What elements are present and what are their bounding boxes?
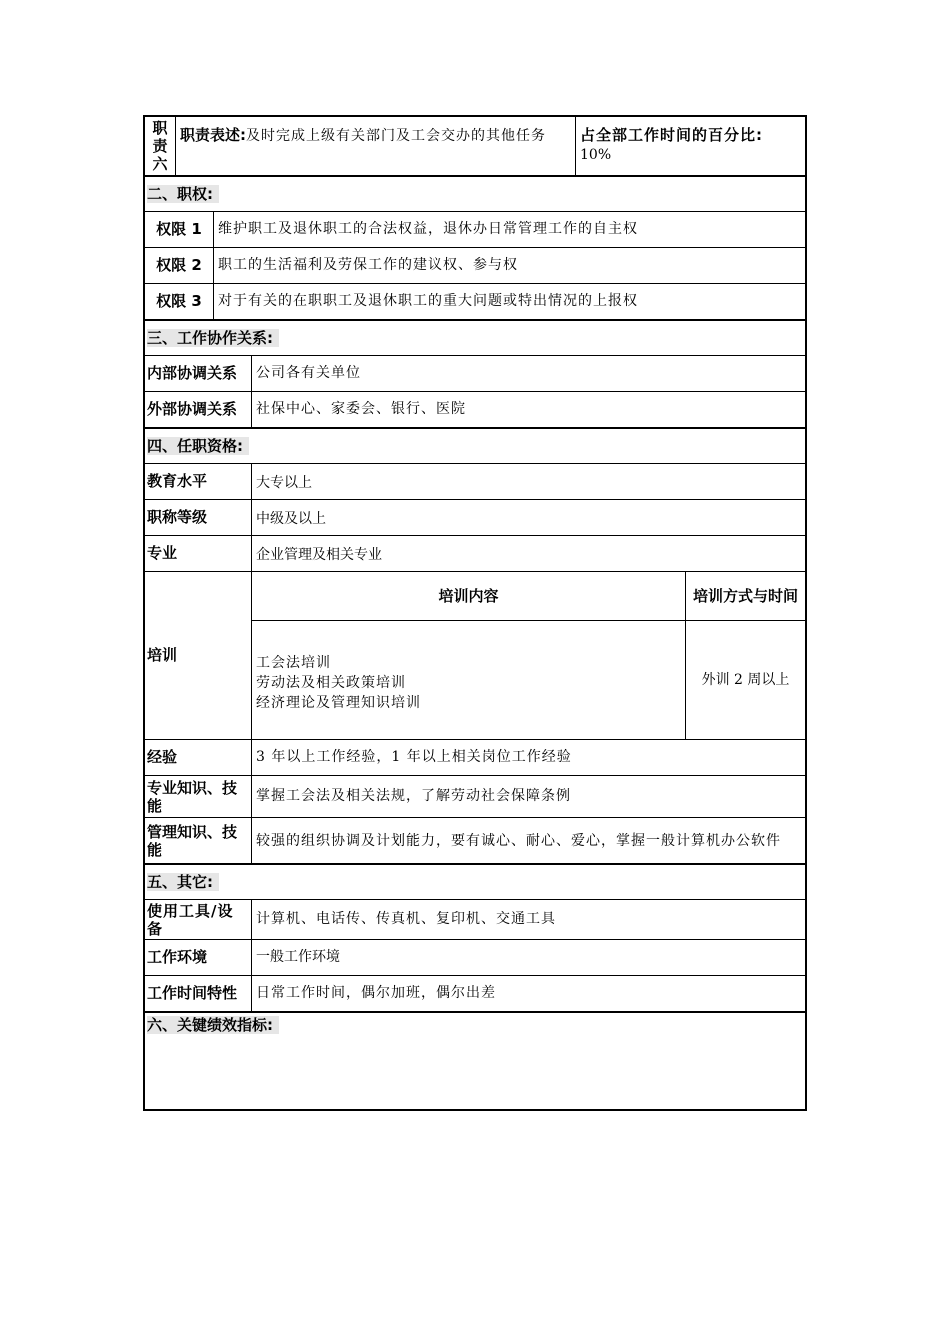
training-content-item: 工会法培训 [256, 655, 331, 671]
mgmt-skill-label: 管理知识、技能 [147, 822, 238, 859]
tools-row [145, 899, 805, 939]
authority-row-1 [145, 211, 805, 247]
other-title [145, 865, 805, 899]
rank-label: 职称等级 [147, 508, 208, 526]
experience-text: 3 年以上工作经验，1 年以上相关岗位工作经验 [251, 740, 805, 775]
tools-text: 计算机、电话传、传真机、复印机、交通工具 [251, 900, 805, 939]
training-contents [252, 621, 685, 739]
kpi-section [143, 1011, 807, 1111]
training-content-header: 培训内容 [438, 586, 499, 605]
rank-row [145, 499, 805, 535]
external-relations-label: 外部协调关系 [147, 400, 238, 418]
duty-pct-value: 10% [580, 147, 612, 163]
major-text: 企业管理及相关专业 [251, 536, 805, 571]
relations-row-internal [145, 355, 805, 391]
authority-section [143, 175, 807, 319]
duty-section [143, 115, 807, 175]
duty-pct-label: 占全部工作时间的百分比: [580, 126, 763, 144]
other-section [143, 863, 807, 1011]
authority-label-3: 权限 3 [156, 292, 202, 310]
authority-text-1: 维护职工及退休职工的合法权益，退休办日常管理工作的自主权 [213, 212, 805, 247]
authority-row-2 [145, 247, 805, 283]
training-label: 培训 [147, 646, 178, 664]
pro-skill-label: 专业知识、技能 [147, 778, 238, 815]
training-table [251, 572, 805, 739]
duty-number-label: 职责六 [152, 119, 168, 173]
qualifications-section [143, 427, 807, 863]
kpi-title [145, 1013, 805, 1036]
authority-text-3: 对于有关的在职职工及退休职工的重大问题或特出情况的上报权 [213, 284, 805, 319]
relations-section [143, 319, 807, 427]
pro-skill-row [145, 775, 805, 817]
duty-description [175, 117, 575, 175]
experience-row [145, 739, 805, 775]
training-method: 外训 2 周以上 [685, 621, 805, 739]
authority-label-1: 权限 1 [156, 220, 202, 238]
rank-text: 中级及以上 [251, 500, 805, 535]
internal-relations-text: 公司各有关单位 [251, 356, 805, 391]
relations-title [145, 321, 805, 355]
authority-label-2: 权限 2 [156, 256, 202, 274]
training-row [145, 571, 805, 739]
qualifications-title [145, 429, 805, 463]
education-label: 教育水平 [147, 472, 208, 490]
environment-text: 一般工作环境 [251, 940, 805, 975]
authority-text-2: 职工的生活福利及劳保工作的建议权、参与权 [213, 248, 805, 283]
hours-label: 工作时间特性 [147, 984, 238, 1002]
mgmt-skill-row [145, 817, 805, 863]
internal-relations-label: 内部协调关系 [147, 364, 238, 382]
duty-desc-label: 职责表述: [180, 126, 246, 144]
authority-title [145, 177, 805, 211]
training-content-item: 劳动法及相关政策培训 [256, 675, 406, 691]
major-label: 专业 [147, 544, 178, 562]
environment-label: 工作环境 [147, 948, 208, 966]
major-row [145, 535, 805, 571]
authority-row-3 [145, 283, 805, 319]
relations-row-external [145, 391, 805, 427]
training-content-item: 经济理论及管理知识培训 [256, 695, 421, 711]
environment-row [145, 939, 805, 975]
education-text: 大专以上 [251, 464, 805, 499]
training-method-header: 培训方式与时间 [685, 572, 805, 620]
other-title-text: 五、其它: [147, 873, 219, 891]
kpi-title-text: 六、关键绩效指标: [147, 1016, 279, 1034]
job-description-table [143, 115, 807, 1111]
duty-percentage [575, 117, 805, 175]
external-relations-text: 社保中心、家委会、银行、医院 [251, 392, 805, 427]
relations-title-text: 三、工作协作关系: [147, 329, 279, 347]
qualifications-title-text: 四、任职资格: [147, 437, 249, 455]
hours-text: 日常工作时间，偶尔加班，偶尔出差 [251, 976, 805, 1011]
pro-skill-text: 掌握工会法及相关法规，了解劳动社会保障条例 [251, 776, 805, 817]
hours-row [145, 975, 805, 1011]
authority-title-text: 二、职权: [147, 185, 219, 203]
duty-desc-text: 及时完成上级有关部门及工会交办的其他任务 [246, 128, 546, 144]
experience-label: 经验 [147, 748, 178, 766]
tools-label: 使用工具/设备 [147, 901, 234, 938]
mgmt-skill-text: 较强的组织协调及计划能力，要有诚心、耐心、爱心，掌握一般计算机办公软件 [251, 818, 805, 863]
education-row [145, 463, 805, 499]
